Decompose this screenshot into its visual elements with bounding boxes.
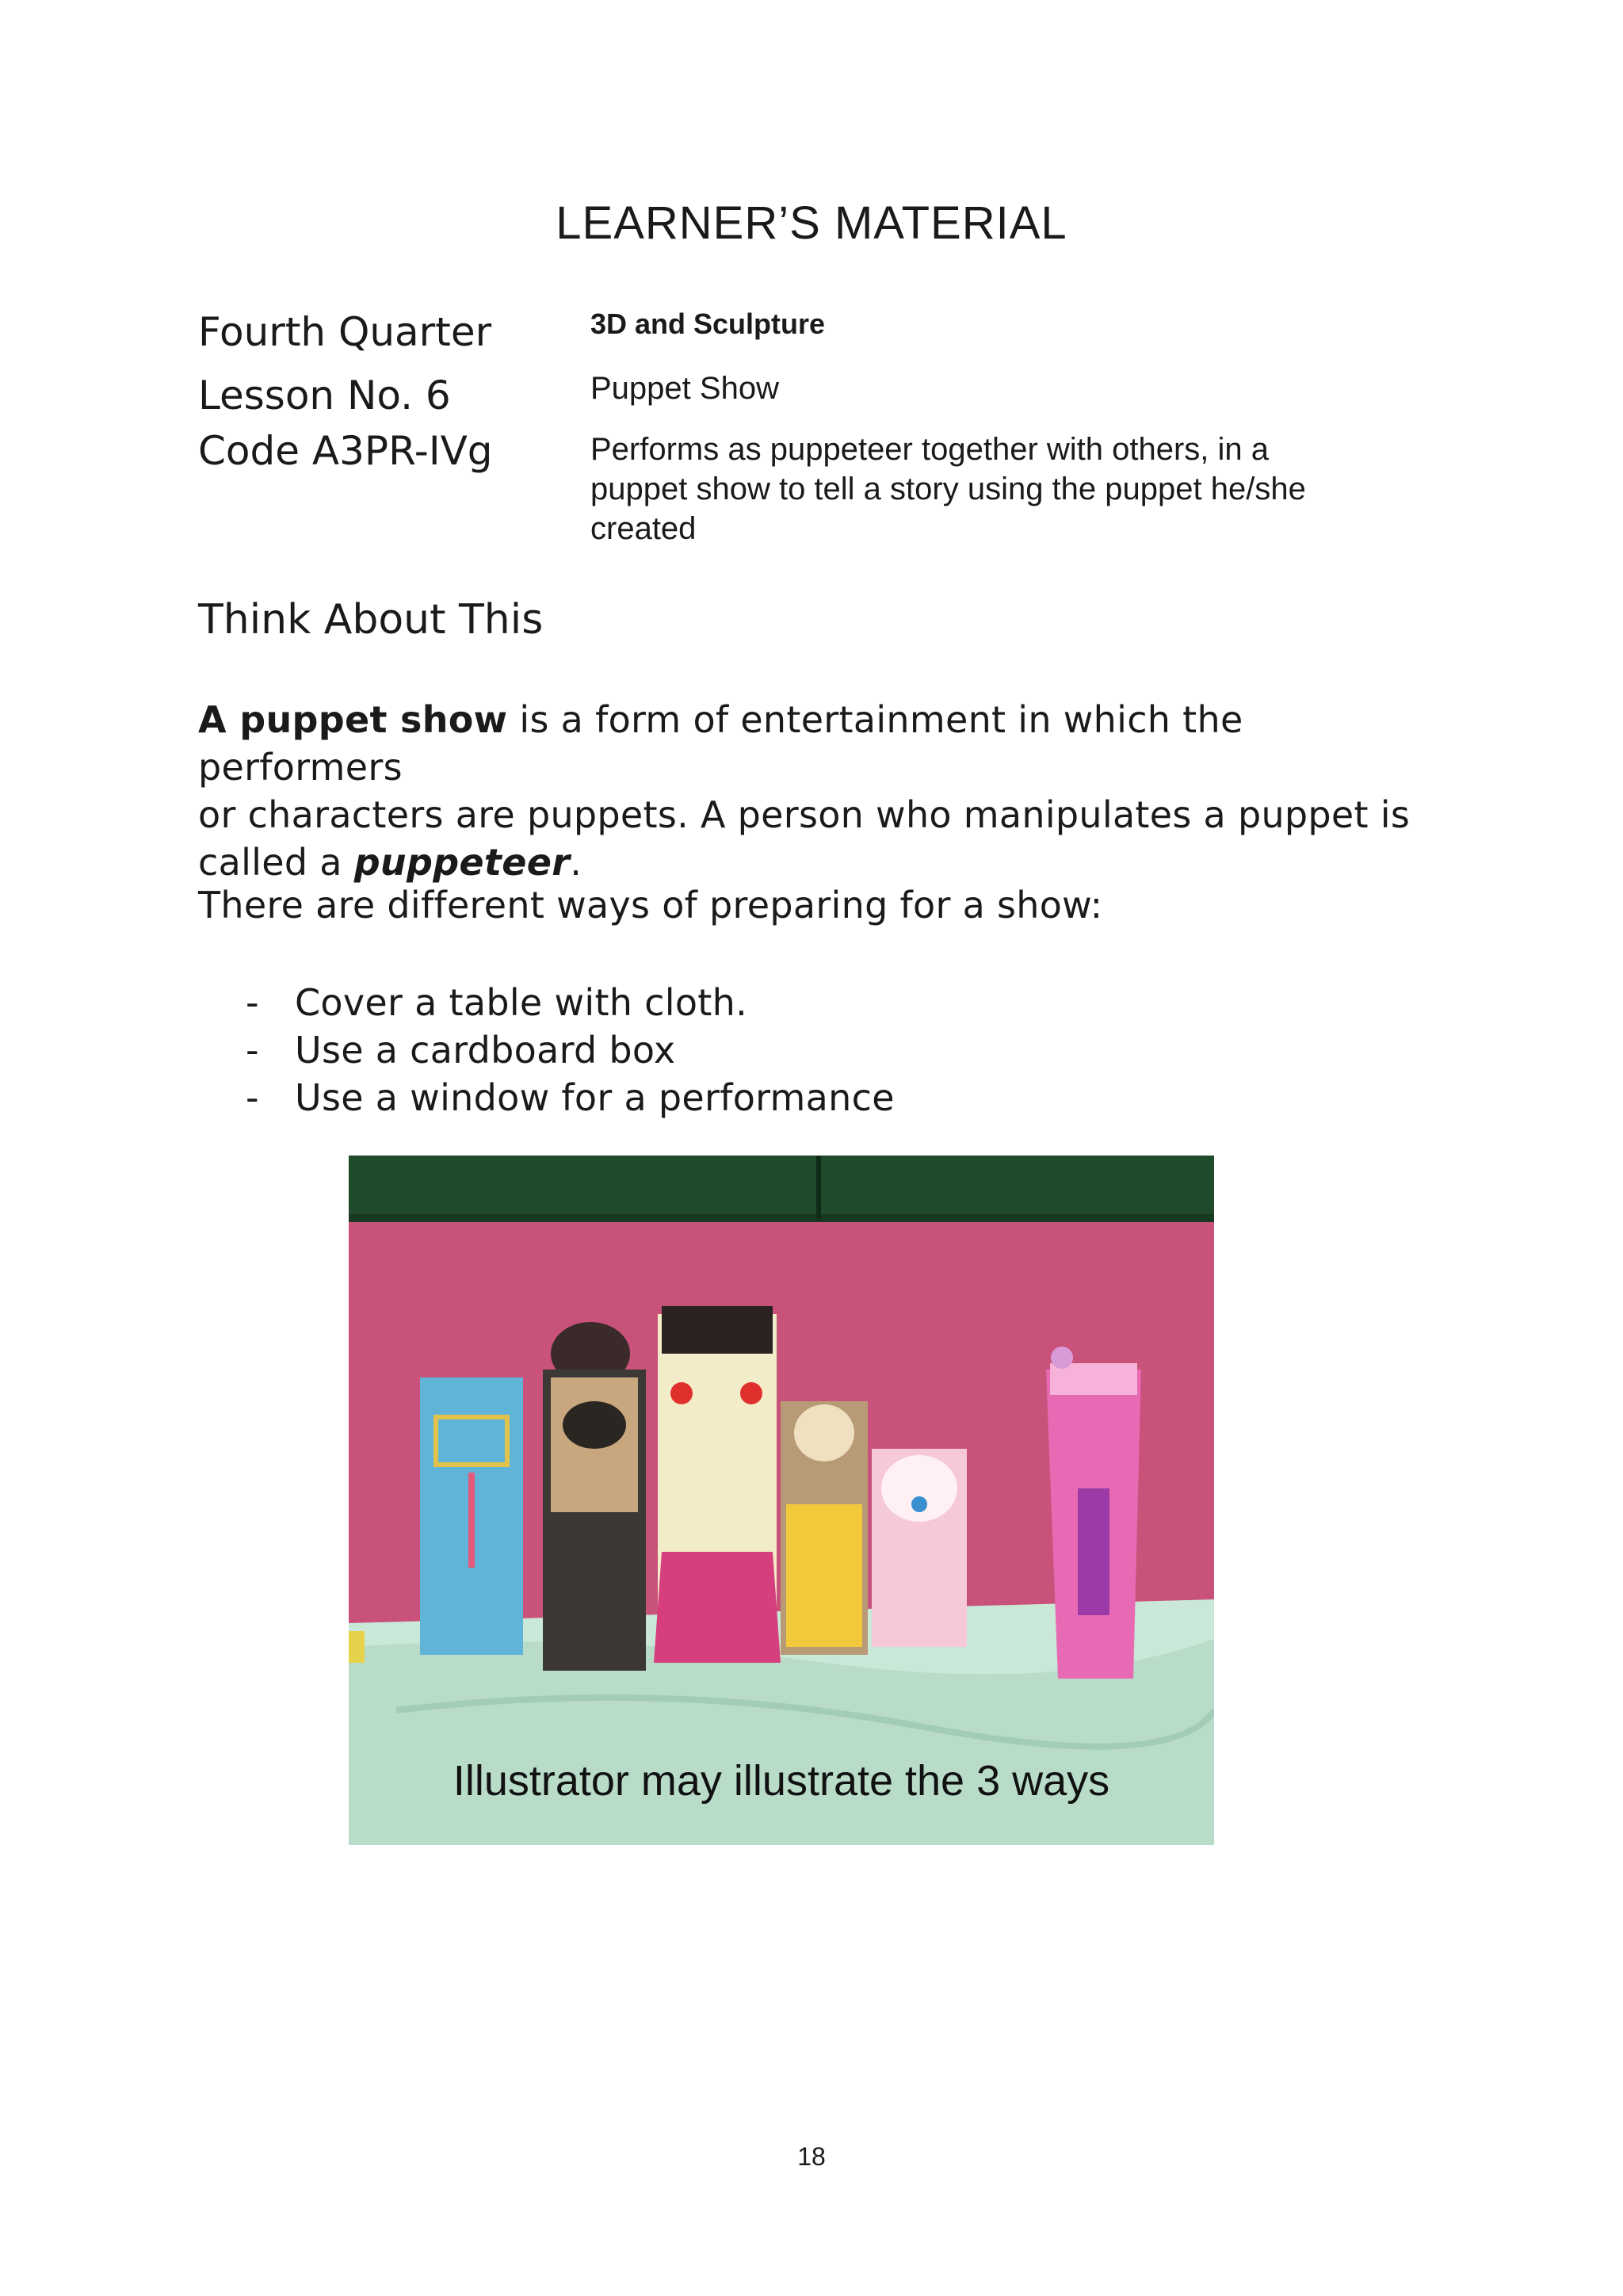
- lesson-label: Lesson No. 6: [198, 372, 451, 418]
- page-number: 18: [797, 2142, 826, 2171]
- figure-caption: Illustrator may illustrate the 3 ways: [453, 1757, 1110, 1805]
- section-heading: Think About This: [198, 596, 544, 644]
- topic-label: Puppet Show: [590, 371, 779, 406]
- puppet-show-photo: [349, 1156, 1214, 1845]
- ways-list: [246, 979, 895, 1121]
- subject-label: 3D and Sculpture: [590, 308, 826, 340]
- objective-line: Performs as puppeteer together with others, in a: [590, 432, 1270, 467]
- page-title: LEARNER’S MATERIAL: [556, 197, 1067, 249]
- term-puppeteer: puppeteer: [353, 841, 571, 884]
- list-item: - Use a cardboard box: [246, 1029, 676, 1072]
- quarter-label: Fourth Quarter: [198, 309, 492, 355]
- objective-line: created: [590, 511, 697, 546]
- definition-paragraph: A puppet show is a form of entertainment in which the performers or characters are puppets. A person who manipulates a puppet is called a puppeteer.: [198, 698, 1411, 884]
- list-item: - Cover a table with cloth.: [246, 981, 747, 1024]
- list-item: - Use a window for a performance: [246, 1076, 895, 1119]
- term-puppet-show: A puppet show: [198, 698, 508, 741]
- code-label: Code A3PR-IVg: [198, 428, 493, 474]
- objective-text: [590, 430, 1510, 548]
- objective-line: puppet show to tell a story using the puppet he/she: [590, 472, 1306, 506]
- intro-text: There are different ways of preparing for a show:: [198, 884, 1103, 926]
